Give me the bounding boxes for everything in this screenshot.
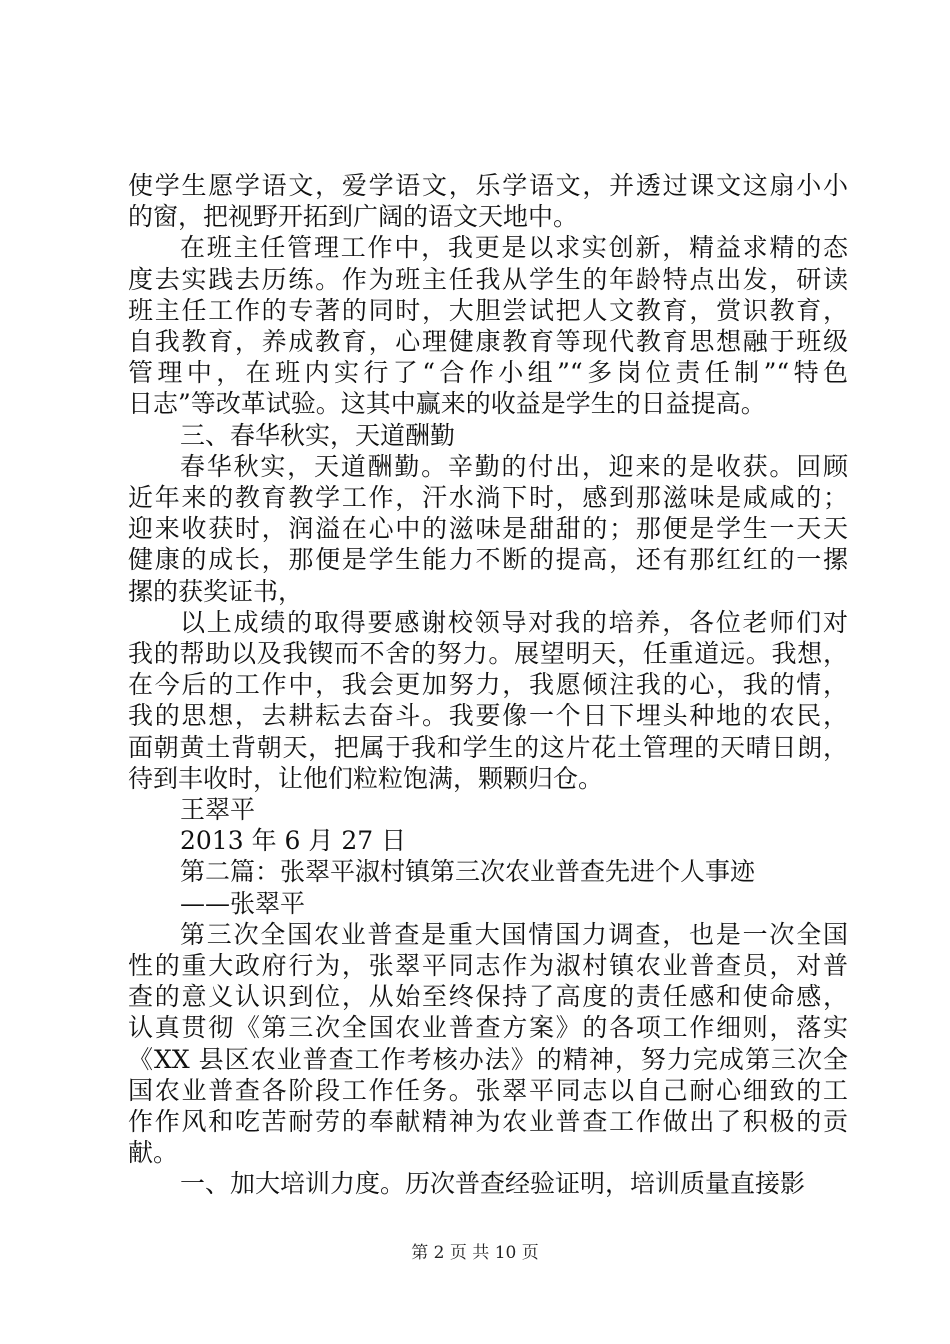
- text-line: 认真贯彻《第三次全国农业普查方案》的各项工作细则，落实: [128, 1013, 848, 1043]
- text-line: 使学生愿学语文，爱学语文，乐学语文，并透过课文这扇小小: [128, 171, 848, 200]
- text-line: 以上成绩的取得要感谢校领导对我的培养，各位老师们对: [180, 607, 848, 637]
- text-line: 日志”等改革试验。这其中赢来的收益是学生的日益提高。: [128, 389, 766, 419]
- text-line: 献。: [128, 1138, 179, 1168]
- signature-name: 王翠平: [180, 795, 256, 824]
- text-line: 自我教育，养成教育，心理健康教育等现代教育思想融于班级: [128, 327, 848, 356]
- text-line: 我的帮助以及我锲而不舍的努力。展望明天，任重道远。我想，: [128, 639, 848, 668]
- text-line: 待到丰收时，让他们粒粒饱满，颗颗归仓。: [128, 763, 604, 793]
- text-line: 面朝黄土背朝天，把属于我和学生的这片花土管理的天晴日朗，: [128, 732, 848, 762]
- text-line: 班主任工作的专著的同时，大胆尝试把人文教育，赏识教育，: [128, 295, 848, 325]
- text-line: 春华秋实，天道酬勤。辛勤的付出，迎来的是收获。回顾: [180, 451, 848, 481]
- text-line: 管理中，在班内实行了“合作小组”“多岗位责任制”“特色: [128, 358, 848, 388]
- text-line: 近年来的教育教学工作，汗水淌下时，感到那滋味是咸咸的；: [128, 483, 848, 512]
- text-line: 迎来收获时，润溢在心中的滋味是甜甜的；那便是学生一天天: [128, 514, 848, 544]
- text-line: 的窗，把视野开拓到广阔的语文天地中。: [128, 202, 579, 232]
- text-line: 在班主任管理工作中，我更是以求实创新，精益求精的态: [180, 233, 848, 263]
- text-line: 作作风和吃苦耐劳的奉献精神为农业普查工作做出了积极的贡: [128, 1107, 848, 1136]
- page-footer: 第 2 页 共 10 页: [411, 1243, 539, 1263]
- signature-date: 2013 年 6 月 27 日: [180, 826, 407, 856]
- section-heading: 三、春华秋实，天道酬勤: [180, 420, 456, 450]
- text-line: 在今后的工作中，我会更加努力，我愿倾注我的心，我的情，: [128, 670, 848, 700]
- text-line: 查的意义认识到位，从始至终保持了高度的责任感和使命感，: [128, 982, 848, 1012]
- chapter-title: 第二篇：张翠平淑村镇第三次农业普查先进个人事迹: [180, 857, 756, 887]
- text-line: 摞的获奖证书，: [128, 576, 304, 606]
- text-line: 《XX 县区农业普查工作考核办法》的精神，努力完成第三次全: [128, 1044, 848, 1074]
- text-line: 我的思想，去耕耘去奋斗。我要像一个日下埋头种地的农民，: [128, 701, 848, 731]
- text-line: 健康的成长，那便是学生能力不断的提高，还有那红红的一摞: [128, 545, 848, 575]
- text-line: 第三次全国农业普查是重大国情国力调查，也是一次全国: [180, 919, 848, 949]
- text-line: 性的重大政府行为，张翠平同志作为淑村镇农业普查员，对普: [128, 951, 848, 980]
- text-line: 度去实践去历练。作为班主任我从学生的年龄特点出发，研读: [128, 264, 848, 294]
- text-line: 国农业普查各阶段工作任务。张翠平同志以自己耐心细致的工: [128, 1075, 848, 1105]
- chapter-author: ——张翠平: [180, 888, 306, 918]
- text-line: 一、加大培训力度。历次普查经验证明，培训质量直接影: [180, 1169, 806, 1199]
